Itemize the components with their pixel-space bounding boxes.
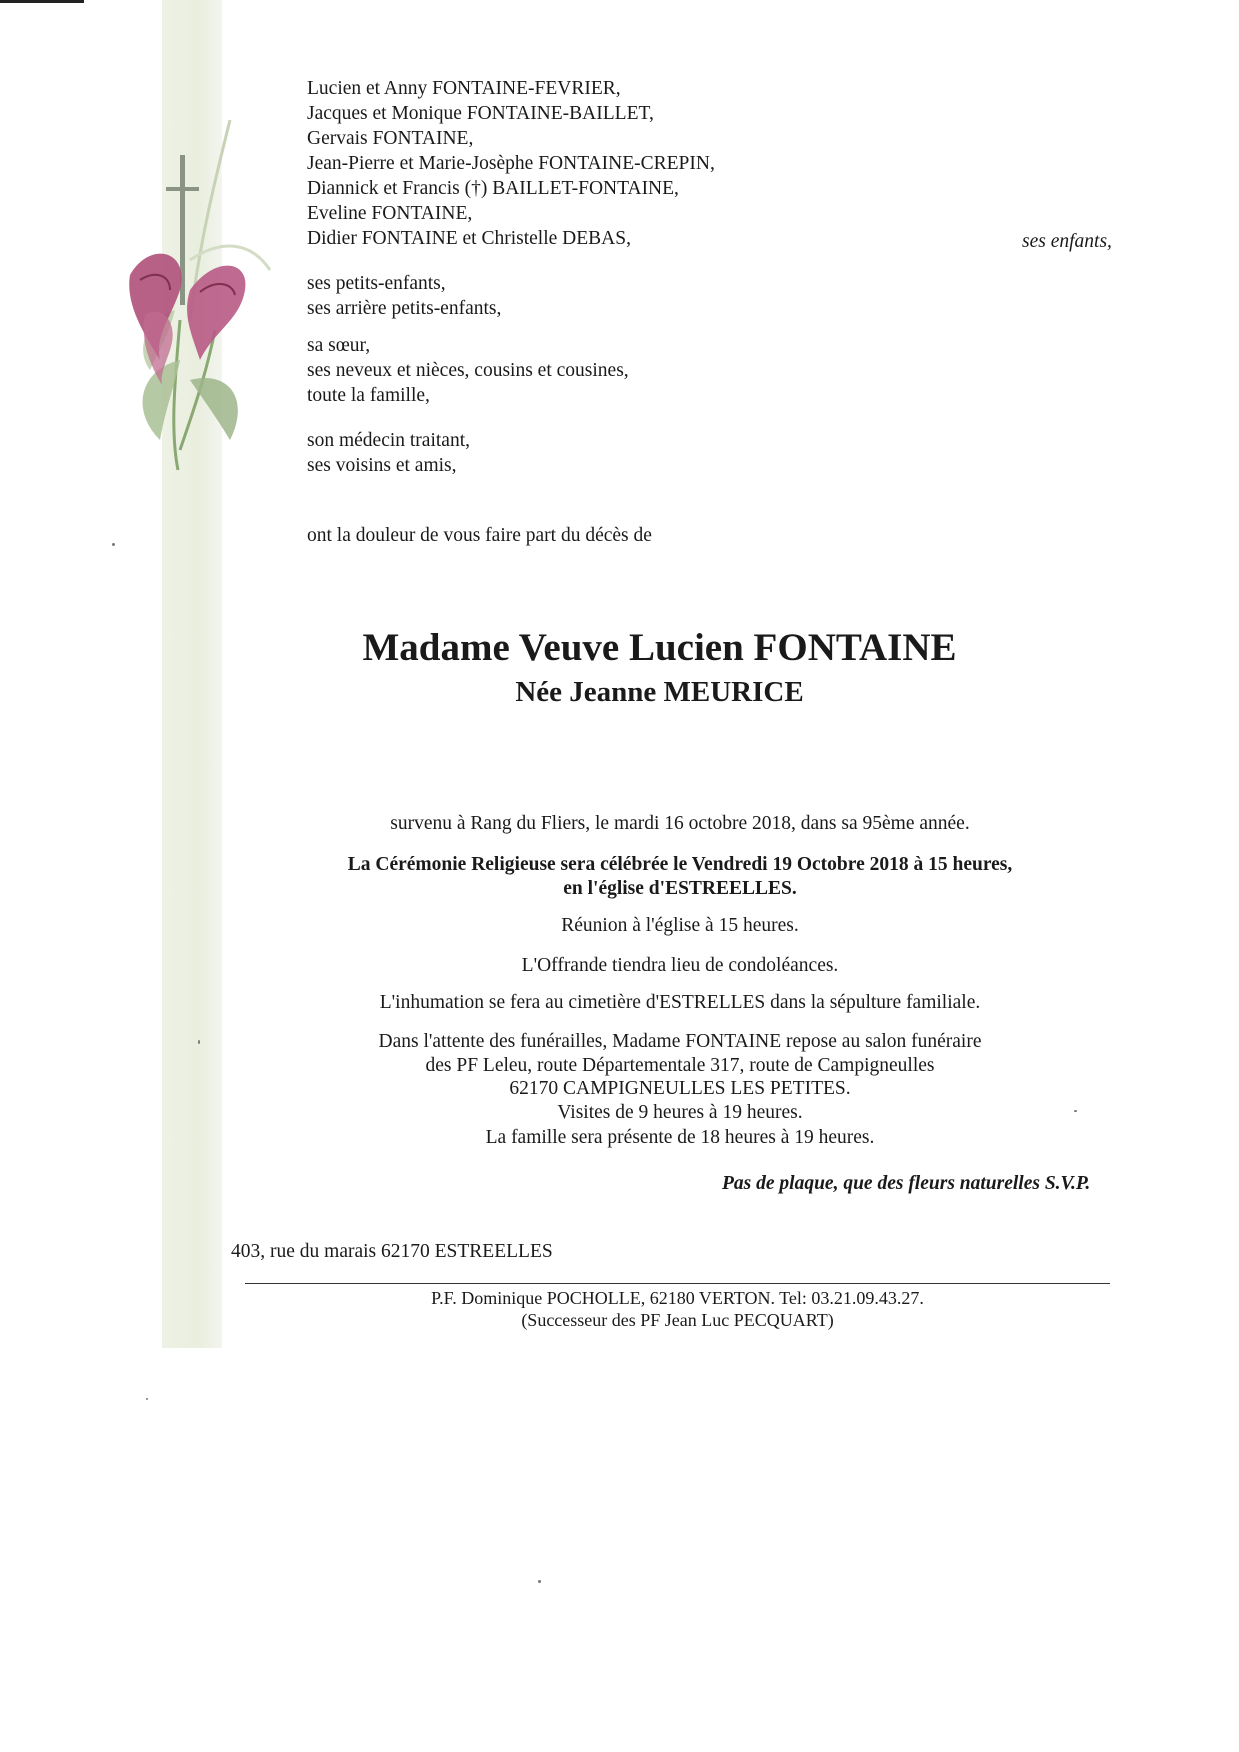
children-list <box>307 76 715 251</box>
scan-speck <box>538 1580 541 1583</box>
children-suffix: ses enfants, <box>1022 231 1112 252</box>
child-name: Gervais FONTAINE, <box>307 128 474 149</box>
family-line: ses voisins et amis, <box>307 455 457 476</box>
death-details: survenu à Rang du Fliers, le mardi 16 octobre 2018, dans sa 95ème année. <box>390 813 970 834</box>
grandchildren-list <box>307 271 501 321</box>
lily-and-cross-illustration <box>120 120 290 480</box>
scan-edge-mark <box>0 0 84 3</box>
rest-line: des PF Leleu, route Départementale 317, route de Campigneulles <box>425 1055 935 1076</box>
family-line: sa sœur, <box>307 335 371 356</box>
family-line: ses petits-enfants, <box>307 273 446 294</box>
deceased-birth-name: Née Jeanne MEURICE <box>515 676 804 708</box>
flowers-note: Pas de plaque, que des fleurs naturelles S.V.P. <box>722 1173 1091 1194</box>
rest-line: 62170 CAMPIGNEULLES LES PETITES. <box>509 1078 851 1099</box>
offering-info: L'Offrande tiendra lieu de condoléances. <box>521 955 839 976</box>
scan-speck <box>198 1040 200 1044</box>
child-name: Eveline FONTAINE, <box>307 203 473 224</box>
child-name: Jean-Pierre et Marie-Josèphe FONTAINE-CREPIN, <box>307 153 715 174</box>
others-list <box>307 428 470 478</box>
child-name: Didier FONTAINE et Christelle DEBAS, <box>307 228 631 249</box>
family-address: 403, rue du marais 62170 ESTREELLES <box>231 1241 553 1262</box>
scan-speck <box>1074 1110 1077 1112</box>
funeral-home-successor: (Successeur des PF Jean Luc PECQUART) <box>521 1310 834 1330</box>
child-name: Jacques et Monique FONTAINE-BAILLET, <box>307 103 654 124</box>
family-line: toute la famille, <box>307 385 430 406</box>
scan-speck <box>146 1398 148 1400</box>
child-name: Diannick et Francis (†) BAILLET-FONTAINE, <box>307 178 679 199</box>
family-line: son médecin traitant, <box>307 430 470 451</box>
child-name: Lucien et Anny FONTAINE-FEVRIER, <box>307 78 621 99</box>
rest-line: Visites de 9 heures à 19 heures. <box>557 1102 803 1123</box>
funeral-home-info: P.F. Dominique POCHOLLE, 62180 VERTON. Tel: 03.21.09.43.27. <box>431 1288 924 1308</box>
scan-speck <box>112 543 115 546</box>
announcement-text: ont la douleur de vous faire part du décès de <box>307 525 652 546</box>
rest-line: La famille sera présente de 18 heures à 19 heures. <box>485 1127 875 1148</box>
family-line: ses arrière petits-enfants, <box>307 298 502 319</box>
footer-divider <box>245 1283 1110 1284</box>
relatives-list <box>307 333 629 408</box>
cross-horizontal <box>166 187 199 191</box>
deceased-name: Madame Veuve Lucien FONTAINE <box>362 626 957 669</box>
rest-line: Dans l'attente des funérailles, Madame FONTAINE repose au salon funéraire <box>378 1031 982 1052</box>
ceremony-line-1: La Cérémonie Religieuse sera célébrée le Vendredi 19 Octobre 2018 à 15 heures, <box>347 854 1013 875</box>
family-line: ses neveux et nièces, cousins et cousines, <box>307 360 629 381</box>
meeting-info: Réunion à l'église à 15 heures. <box>561 915 799 936</box>
ceremony-line-2: en l'église d'ESTREELLES. <box>563 878 797 899</box>
burial-info: L'inhumation se fera au cimetière d'ESTRELLES dans la sépulture familiale. <box>379 992 981 1013</box>
